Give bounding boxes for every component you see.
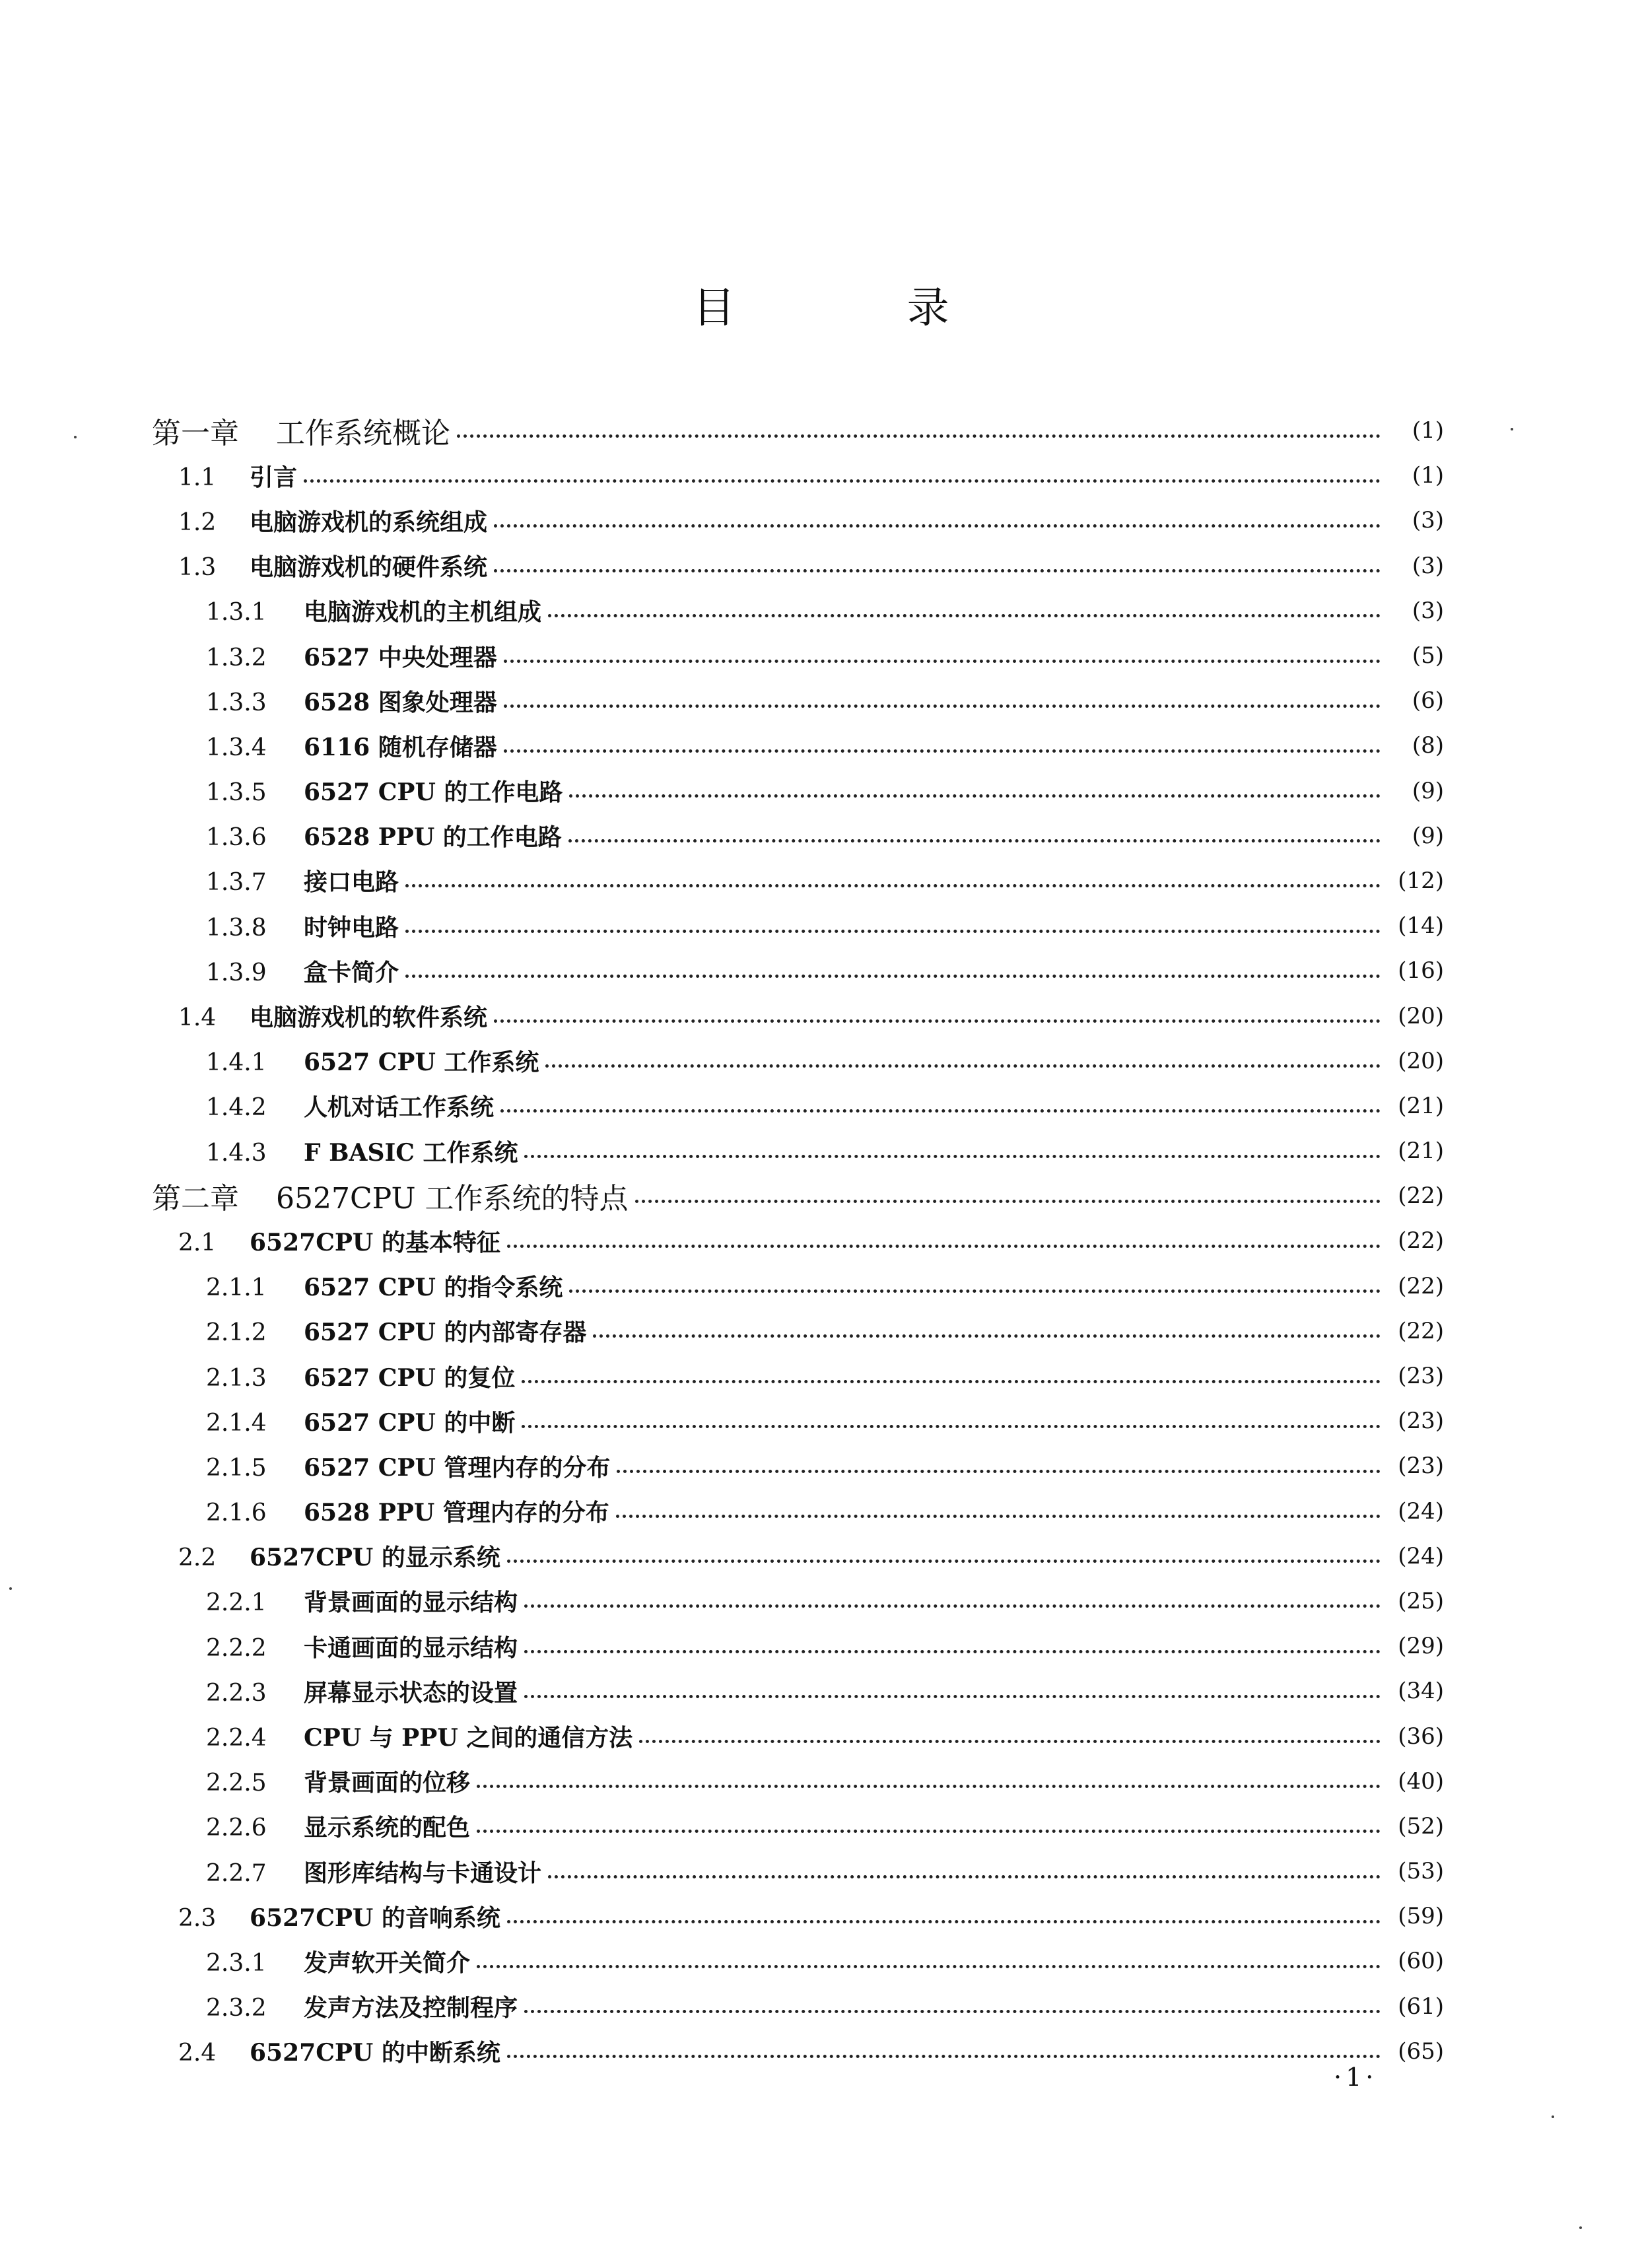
toc-entry-label	[206, 1719, 633, 1753]
dot-leader	[569, 1289, 1381, 1293]
toc-entry-title: 显示系统的配色	[304, 1814, 471, 1842]
toc-entry-title: 时钟电路	[304, 913, 399, 942]
scan-speck	[1511, 428, 1513, 430]
toc-entry-label	[206, 1089, 494, 1122]
toc-entry	[0, 1759, 1642, 1804]
toc-entry-number: 1.3.6	[206, 824, 267, 852]
toc-entry-label	[206, 594, 541, 627]
toc-entry	[0, 813, 1642, 858]
toc-entry	[0, 723, 1642, 768]
toc-entry	[0, 858, 1642, 903]
toc-entry-page: (1)	[1412, 417, 1444, 444]
toc-entry-number: 2.1.3	[206, 1364, 267, 1392]
toc-entry-title: 发声方法及控制程序	[304, 1994, 518, 2022]
toc-entry-label	[206, 864, 399, 897]
toc-entry-number: 第二章	[152, 1182, 239, 1216]
toc-entry-page: (22)	[1398, 1227, 1444, 1254]
dot-leader	[477, 1830, 1381, 1833]
dot-leader	[500, 1109, 1381, 1113]
toc-entry	[0, 903, 1642, 948]
toc-entry	[0, 498, 1642, 543]
toc-entry	[0, 993, 1642, 1038]
toc-entry	[0, 1894, 1642, 1939]
toc-entry-page: (24)	[1398, 1497, 1444, 1525]
dot-leader	[494, 524, 1381, 528]
dot-leader	[568, 839, 1381, 842]
toc-entry-page: (23)	[1398, 1453, 1444, 1480]
toc-entry-title: 卡通画面的显示结构	[304, 1633, 518, 1662]
toc-entry-title: 6116 随机存储器	[304, 733, 497, 761]
toc-entry-number: 2.1.5	[206, 1454, 267, 1482]
toc-entry-page: (22)	[1398, 1317, 1444, 1344]
toc-entry	[0, 1939, 1642, 1983]
toc-entry-number: 第一章	[152, 417, 239, 451]
toc-entry-title: 人机对话工作系统	[304, 1093, 495, 1122]
toc-entry	[0, 1624, 1642, 1668]
dot-leader	[522, 1380, 1381, 1383]
toc-entry-title: 6527 CPU 管理内存的分布	[304, 1453, 611, 1482]
toc-entry-label	[178, 459, 297, 493]
toc-entry-title: 6527CPU 的音响系统	[250, 1904, 500, 1932]
page-title: 目 录	[693, 283, 1029, 333]
toc-entry-title: 发声软开关简介	[304, 1948, 471, 1977]
dot-leader	[617, 1470, 1381, 1473]
toc-entry-label	[206, 1269, 563, 1303]
toc-entry-number: 2.1.2	[206, 1319, 267, 1347]
toc-entry-page: (16)	[1398, 957, 1444, 984]
toc-entry-title: 图形库结构与卡通设计	[304, 1859, 542, 1887]
toc-entry-page: (1)	[1412, 462, 1444, 489]
dot-leader	[494, 569, 1381, 572]
toc-entry	[0, 1218, 1642, 1263]
toc-entry-page: (3)	[1412, 552, 1444, 579]
dot-leader	[507, 1245, 1381, 1248]
toc-entry-title: 电脑游戏机的主机组成	[304, 598, 542, 627]
toc-entry-title: 背景画面的显示结构	[304, 1589, 518, 1617]
toc-entry-page: (61)	[1398, 1993, 1444, 2020]
toc-entry-number: 2.2.3	[206, 1679, 267, 1707]
toc-entry-number: 1.4.3	[206, 1139, 267, 1167]
toc-entry	[0, 408, 1642, 453]
toc-entry-number: 2.2.4	[206, 1725, 267, 1752]
toc-entry	[0, 2029, 1642, 2074]
dot-leader	[569, 794, 1381, 798]
toc-entry-page: (40)	[1398, 1768, 1444, 1795]
toc-entry	[0, 588, 1642, 633]
dot-leader	[522, 1425, 1381, 1428]
toc-entry-title: 6527 CPU 的工作电路	[304, 778, 563, 807]
toc-entry-label	[206, 1314, 586, 1348]
toc-entry-label	[206, 1809, 470, 1843]
toc-entry-page: (59)	[1398, 1903, 1444, 1930]
toc-entry	[0, 1534, 1642, 1579]
scan-speck	[1552, 2115, 1554, 2118]
toc-entry-page: (53)	[1398, 1858, 1444, 1885]
toc-entry-number: 2.1	[178, 1229, 217, 1256]
dot-leader	[548, 614, 1381, 617]
toc-entry-page: (34)	[1398, 1678, 1444, 1705]
dot-leader	[507, 1920, 1381, 1923]
dot-leader	[304, 479, 1381, 483]
scan-speck	[9, 1587, 12, 1590]
toc-entry-label	[206, 1044, 539, 1078]
dot-leader	[504, 704, 1381, 708]
toc-entry-title: 接口电路	[304, 868, 399, 897]
toc-entry-number: 2.2.7	[206, 1859, 267, 1887]
scan-speck	[74, 436, 77, 438]
dot-leader	[477, 1965, 1381, 1968]
dot-leader	[593, 1334, 1381, 1338]
toc-entry-number: 1.3.5	[206, 779, 267, 807]
toc-entry	[0, 769, 1642, 813]
toc-entry-number: 1.3.1	[206, 599, 267, 627]
dot-leader	[524, 1650, 1381, 1653]
toc-entry-page: (22)	[1398, 1183, 1444, 1210]
toc-entry-number: 1.3.9	[206, 959, 267, 986]
toc-entry-number: 1.3.4	[206, 734, 267, 761]
toc-entry-number: 1.4.2	[206, 1094, 267, 1122]
toc-entry-label	[206, 1134, 518, 1168]
toc-entry-label	[178, 549, 487, 582]
toc-entry-number: 1.3.3	[206, 689, 267, 716]
toc-entry-page: (20)	[1398, 1047, 1444, 1074]
toc-entry-label	[206, 1764, 470, 1798]
dot-leader	[405, 884, 1381, 887]
toc-entry-label	[206, 1359, 515, 1393]
toc-entry-label	[206, 819, 562, 852]
toc-entry-number: 1.4.1	[206, 1049, 267, 1077]
dot-leader	[405, 930, 1381, 933]
toc-entry-page: (20)	[1398, 1002, 1444, 1029]
toc-entry-title: 6528 PPU 管理内存的分布	[304, 1499, 609, 1527]
toc-entry	[0, 678, 1642, 723]
toc-entry-title: 电脑游戏机的硬件系统	[250, 553, 488, 582]
toc-entry-page: (9)	[1412, 822, 1444, 849]
toc-entry-label	[178, 1539, 500, 1573]
toc-entry-page: (12)	[1398, 867, 1444, 894]
toc-entry-label	[178, 999, 487, 1033]
toc-entry	[0, 1083, 1642, 1128]
toc-entry-number: 1.2	[178, 508, 217, 536]
toc-entry-page: (21)	[1398, 1138, 1444, 1165]
toc-entry-title: 屏幕显示状态的设置	[304, 1678, 518, 1707]
toc-entry-label	[206, 1449, 610, 1483]
toc-entry-label	[206, 954, 399, 988]
toc-entry-label	[206, 1674, 518, 1708]
toc-entry-title: 6528 图象处理器	[304, 688, 497, 716]
toc-entry-label	[206, 774, 563, 808]
toc-entry	[0, 948, 1642, 993]
toc-entry-page: (21)	[1398, 1092, 1444, 1119]
page-number: ·1·	[1334, 2063, 1378, 2092]
dot-leader	[616, 1515, 1381, 1518]
dot-leader	[524, 2010, 1381, 2013]
toc-entry-page: (29)	[1398, 1633, 1444, 1660]
toc-entry-title: 引言	[250, 463, 298, 491]
toc-entry-number: 2.2	[178, 1544, 217, 1572]
toc-entry-page: (6)	[1412, 687, 1444, 714]
toc-entry-number: 2.2.5	[206, 1770, 267, 1797]
toc-entry-label	[206, 684, 497, 718]
toc-entry-title: 6527 CPU 的复位	[304, 1363, 516, 1392]
dot-leader	[507, 2055, 1381, 2058]
toc-entry-page: (25)	[1398, 1587, 1444, 1614]
dot-leader	[494, 1019, 1381, 1023]
toc-entry-label	[152, 409, 450, 452]
toc-entry	[0, 1264, 1642, 1309]
toc-entry-title: 6527CPU 的基本特征	[250, 1228, 500, 1256]
toc-entry	[0, 453, 1642, 498]
toc-entry-title: 6527 CPU 的指令系统	[304, 1274, 563, 1302]
toc-entry-title: 电脑游戏机的系统组成	[250, 508, 488, 536]
toc-entry-page: (52)	[1398, 1812, 1444, 1839]
toc-entry-page: (24)	[1398, 1542, 1444, 1569]
toc-entry-number: 1.3.8	[206, 914, 267, 942]
toc-entry-label	[206, 909, 399, 943]
toc-entry-label	[178, 1224, 500, 1258]
dot-leader	[524, 1604, 1381, 1608]
toc-entry	[0, 1984, 1642, 2029]
toc-entry	[0, 1579, 1642, 1624]
toc-entry-title: 背景画面的位移	[304, 1769, 471, 1797]
toc-entry-label	[152, 1175, 629, 1217]
toc-entry	[0, 1443, 1642, 1488]
toc-entry-number: 2.1.6	[206, 1499, 267, 1527]
toc-entry-number: 2.2.6	[206, 1814, 267, 1842]
toc-entry-page: (65)	[1398, 2038, 1444, 2065]
toc-entry-label	[206, 1944, 470, 1978]
toc-entry-page: (23)	[1398, 1408, 1444, 1435]
dot-leader	[545, 1064, 1381, 1068]
toc-entry-title: 盒卡简介	[304, 958, 399, 986]
toc-entry	[0, 1398, 1642, 1443]
toc-entry-number: 1.3.2	[206, 644, 267, 671]
toc-entry-title: 工作系统概论	[276, 417, 450, 451]
toc-entry-page: (9)	[1412, 777, 1444, 804]
toc-entry-page: (14)	[1398, 912, 1444, 940]
toc-entry-label	[206, 1989, 518, 2023]
toc-entry-page: (60)	[1398, 1948, 1444, 1975]
toc-entry-page: (22)	[1398, 1272, 1444, 1299]
toc-entry	[0, 1489, 1642, 1534]
toc-entry-number: 1.4	[178, 1004, 217, 1032]
toc-entry-page: (5)	[1412, 642, 1444, 670]
toc-entry-title: 6528 PPU 的工作电路	[304, 823, 562, 852]
toc-entry-title: CPU 与 PPU 之间的通信方法	[304, 1724, 633, 1752]
toc-entry-label	[206, 1630, 518, 1663]
dot-leader	[477, 1785, 1381, 1788]
toc-entry	[0, 1039, 1642, 1083]
scan-speck	[1579, 2226, 1582, 2229]
toc-entry-label	[206, 729, 497, 763]
toc-entry-title: 6527 CPU 的中断	[304, 1408, 516, 1437]
toc-entry	[0, 1173, 1642, 1218]
toc-entry-number: 1.3	[178, 554, 217, 582]
toc-entry-title: 6527 中央处理器	[304, 643, 497, 671]
toc-entry-label	[206, 1404, 515, 1438]
toc-entry-number: 2.4	[178, 2040, 217, 2067]
toc-entry-label	[206, 1494, 609, 1528]
toc-entry-label	[206, 639, 497, 673]
toc-entry-number: 2.3	[178, 1904, 217, 1932]
dot-leader	[524, 1695, 1381, 1698]
dot-leader	[524, 1155, 1381, 1158]
toc-entry-number: 2.3.2	[206, 1995, 267, 2022]
toc-entry-page: (3)	[1412, 597, 1444, 624]
toc-entry-title: 6527CPU 的显示系统	[250, 1544, 500, 1572]
toc-entry	[0, 1128, 1642, 1173]
toc-entry-label	[178, 504, 487, 537]
toc-entry-title: 6527CPU 工作系统的特点	[276, 1182, 629, 1216]
toc-entry	[0, 633, 1642, 678]
toc-entry-page: (8)	[1412, 732, 1444, 759]
dot-leader	[457, 434, 1381, 438]
toc-entry	[0, 1668, 1642, 1713]
toc-entry-title: 6527CPU 的中断系统	[250, 2039, 500, 2067]
toc-entry-title: F BASIC 工作系统	[304, 1138, 518, 1167]
toc-entry-page: (36)	[1398, 1723, 1444, 1750]
toc-entry-number: 2.1.1	[206, 1274, 267, 1302]
toc-entry-number: 2.2.1	[206, 1589, 267, 1617]
dot-leader	[507, 1560, 1381, 1563]
toc-entry-page: (23)	[1398, 1363, 1444, 1390]
dot-leader	[504, 749, 1381, 753]
toc-entry-page: (3)	[1412, 507, 1444, 534]
toc-entry	[0, 1309, 1642, 1354]
toc-entry	[0, 1713, 1642, 1758]
toc-entry-number: 2.2.2	[206, 1634, 267, 1662]
toc-entry	[0, 1804, 1642, 1849]
toc-entry-number: 1.1	[178, 464, 217, 491]
dot-leader	[548, 1875, 1381, 1878]
toc-entry-label	[178, 2034, 500, 2068]
toc-entry	[0, 1849, 1642, 1894]
toc-entry	[0, 1354, 1642, 1398]
toc-entry-title: 6527 CPU 工作系统	[304, 1048, 539, 1077]
toc-entry-title: 电脑游戏机的软件系统	[250, 1004, 488, 1032]
toc-entry-number: 1.3.7	[206, 869, 267, 897]
toc-entry-label	[206, 1855, 541, 1888]
toc-entry	[0, 543, 1642, 588]
toc-entry-number: 2.1.4	[206, 1409, 267, 1437]
dot-leader	[635, 1200, 1381, 1203]
table-of-contents	[0, 408, 1642, 2074]
toc-entry-title: 6527 CPU 的内部寄存器	[304, 1319, 587, 1347]
toc-entry-label	[178, 1900, 500, 1933]
dot-leader	[504, 660, 1381, 663]
dot-leader	[405, 975, 1381, 978]
toc-entry-label	[206, 1584, 518, 1618]
dot-leader	[639, 1740, 1381, 1743]
toc-entry-number: 2.3.1	[206, 1949, 267, 1977]
